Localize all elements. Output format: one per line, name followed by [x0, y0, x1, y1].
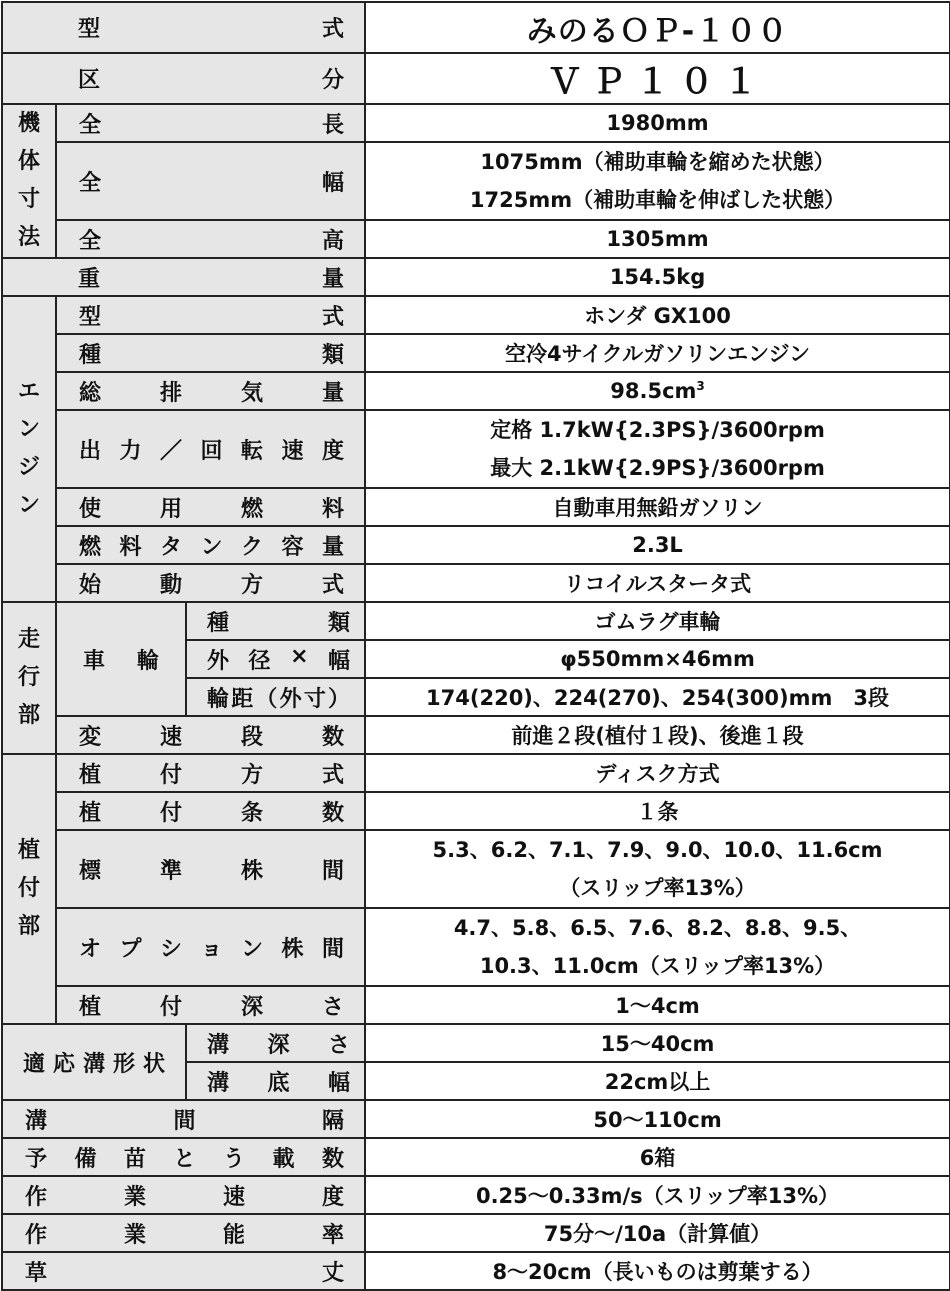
label-char: 業 [124, 1184, 147, 1210]
group-char: 体 [17, 149, 40, 174]
output-label-text [57, 434, 364, 465]
capacity-label-text [3, 1218, 364, 1249]
label-char: 種 [207, 610, 230, 636]
class-label [2, 53, 365, 104]
label-char: 重 [78, 266, 101, 292]
label-char: 外 [279, 686, 302, 712]
class-value: ＶＰ１０１ [365, 53, 950, 104]
label-char: 量 [322, 266, 345, 292]
row-capacity [2, 1214, 950, 1252]
label-char: と [173, 1146, 196, 1172]
track-label-text [187, 682, 364, 713]
fuel-label-text [57, 492, 364, 523]
engine-type-value: ホンダ GX100 [365, 296, 950, 334]
label-char: 径 [248, 648, 271, 674]
speed-label-text [3, 1180, 364, 1211]
label-char: 料 [119, 534, 142, 560]
label-char: 全 [79, 170, 102, 196]
width-value-line2: 1725mm（補助車輪を伸ばした状態） [469, 188, 846, 212]
capacity-value: 75分～/10a（計算値） [365, 1214, 950, 1252]
label-char: 量 [322, 534, 345, 560]
label-char: 式 [322, 762, 345, 788]
output-value [365, 410, 950, 488]
label-char: 変 [79, 724, 102, 750]
label-char: 式 [322, 572, 345, 598]
interval-label-text [3, 1104, 364, 1135]
wheel-size-label [186, 640, 365, 678]
plant-depth-value: 1～4cm [365, 986, 950, 1024]
label-char: 全 [79, 112, 102, 138]
model-label [2, 2, 365, 53]
label-char: 底 [267, 1070, 290, 1096]
plant-spacing-label [56, 830, 365, 908]
row-width [2, 142, 950, 220]
label-char: 回 [200, 438, 223, 464]
plant-spacing-line1: 5.3、6.2、7.1、7.9、9.0、10.0、11.6cm [432, 838, 883, 862]
displacement-value [365, 372, 950, 410]
row-option-spacing [2, 908, 950, 986]
spare-label [2, 1138, 365, 1176]
wheel-size-label-text [187, 644, 364, 675]
group-char: 部 [17, 914, 40, 939]
label-char: × [290, 643, 309, 669]
label-char: 区 [78, 68, 101, 93]
tank-label [56, 526, 365, 564]
label-char: ン [200, 534, 223, 560]
row-start [2, 564, 950, 602]
label-char: ） [328, 686, 351, 712]
engine-type-label [56, 296, 365, 334]
label-char: 力 [119, 438, 142, 464]
row-tank [2, 526, 950, 564]
label-char: 輪 [207, 686, 230, 712]
start-label [56, 564, 365, 602]
label-char: 溝 [82, 1051, 105, 1077]
planting-group-label [2, 754, 56, 1024]
row-engine-kind [2, 334, 950, 372]
label-char: プ [119, 936, 142, 962]
row-plant-rows [2, 792, 950, 830]
label-char: 株 [241, 858, 264, 884]
label-char: 間 [322, 936, 345, 962]
weight-value: 154.5kg [365, 258, 950, 296]
weight-label [2, 258, 365, 296]
label-char: 始 [79, 572, 102, 598]
furrow-group-label [2, 1024, 186, 1100]
label-char: 式 [322, 17, 345, 42]
label-char: 溝 [207, 1032, 230, 1058]
label-char: 付 [160, 800, 183, 826]
label-char: 転 [241, 438, 264, 464]
label-char: 料 [322, 496, 345, 522]
label-char: 準 [160, 858, 183, 884]
speed-value: 0.25～0.33m/s（スリップ率13%） [365, 1176, 950, 1214]
label-char: 式 [322, 304, 345, 330]
row-plant-method [2, 754, 950, 792]
option-spacing-label-text [57, 932, 364, 963]
track-value: 174(220)、224(270)、254(300)mm 3段 [365, 678, 950, 716]
width-label-text [57, 166, 364, 197]
row-grass [2, 1252, 950, 1290]
label-char: 備 [74, 1146, 97, 1172]
spare-label-text [3, 1142, 364, 1173]
grass-value: 8～20cm（長いものは剪葉する） [365, 1252, 950, 1290]
label-char: 幅 [328, 1070, 351, 1096]
wheel-kind-value: ゴムラグ車輪 [365, 602, 950, 640]
group-char: ジ [17, 455, 40, 480]
label-char: 数 [322, 724, 345, 750]
label-char: 応 [52, 1051, 75, 1077]
label-char: ク [241, 534, 264, 560]
option-spacing-line2: 10.3、11.0cm（スリップ率13%） [479, 954, 836, 978]
label-char: 植 [79, 762, 102, 788]
label-char: （ [255, 686, 278, 712]
wheel-kind-label [186, 602, 365, 640]
travel-group-label [2, 602, 56, 754]
plant-rows-label [56, 792, 365, 830]
group-char: 付 [17, 876, 40, 901]
plant-method-label [56, 754, 365, 792]
engine-kind-label-text [57, 338, 364, 369]
label-char: 型 [78, 17, 101, 42]
row-model [2, 2, 950, 53]
row-class [2, 53, 950, 104]
furrow-depth-label [186, 1024, 365, 1062]
width-label [56, 142, 365, 220]
label-char: 方 [241, 572, 264, 598]
label-char: 隔 [322, 1108, 345, 1134]
row-gears [2, 716, 950, 754]
label-char: 作 [25, 1222, 48, 1248]
interval-value: 50～110cm [365, 1100, 950, 1138]
displacement-unit-superscript: 3 [696, 379, 705, 393]
label-char: 率 [322, 1222, 345, 1248]
label-char: さ [322, 994, 345, 1020]
label-char: 分 [322, 68, 345, 93]
label-char: 予 [25, 1146, 48, 1172]
label-char: 類 [328, 610, 351, 636]
furrow-bottom-value: 22cm以上 [365, 1062, 950, 1100]
label-char: 型 [79, 304, 102, 330]
row-speed [2, 1176, 950, 1214]
option-spacing-label [56, 908, 365, 986]
track-label [186, 678, 365, 716]
label-char: 作 [25, 1184, 48, 1210]
length-label-text [57, 108, 364, 139]
label-char: 深 [267, 1032, 290, 1058]
output-value-line2: 最大 2.1kW{2.9PS}/3600rpm [490, 456, 825, 480]
label-char: 適 [23, 1051, 46, 1077]
row-spare [2, 1138, 950, 1176]
fuel-label [56, 488, 365, 526]
label-char: 植 [79, 800, 102, 826]
wheel-group-label-text [57, 644, 185, 675]
wheel-group-label [56, 602, 186, 716]
row-engine-type [2, 296, 950, 334]
label-char: ン [241, 936, 264, 962]
interval-label [2, 1100, 365, 1138]
label-char: 全 [79, 228, 102, 254]
label-char: タ [160, 534, 183, 560]
label-char: 使 [79, 496, 102, 522]
output-value-line1: 定格 1.7kW{2.3PS}/3600rpm [490, 418, 825, 442]
label-char: シ [160, 936, 183, 962]
label-char: 付 [160, 994, 183, 1020]
label-char: 速 [223, 1184, 246, 1210]
dims-group-label [2, 104, 56, 258]
label-char: 数 [322, 1146, 345, 1172]
label-char: 度 [322, 438, 345, 464]
label-char: 速 [281, 438, 304, 464]
engine-kind-value: 空冷4サイクルガソリンエンジン [365, 334, 950, 372]
label-char: 動 [160, 572, 183, 598]
label-char: 植 [79, 994, 102, 1020]
engine-group-label [2, 296, 56, 602]
label-char: 距 [231, 686, 254, 712]
label-char: 車 [83, 648, 106, 674]
row-plant-depth [2, 986, 950, 1024]
group-char: ン [17, 493, 40, 518]
label-char: 標 [79, 858, 102, 884]
row-plant-spacing [2, 830, 950, 908]
label-char: 長 [322, 112, 345, 138]
row-length [2, 104, 950, 142]
label-char: 出 [79, 438, 102, 464]
length-value: 1980mm [365, 104, 950, 142]
speed-label [2, 1176, 365, 1214]
wheel-size-value: φ550mm×46mm [365, 640, 950, 678]
label-char: 間 [322, 858, 345, 884]
width-value-line1: 1075mm（補助車輪を縮めた状態） [480, 150, 835, 174]
label-char: 燃 [79, 534, 102, 560]
class-label-text [3, 63, 364, 94]
group-char: 機 [17, 111, 40, 136]
group-char: 寸 [17, 187, 40, 212]
start-value: リコイルスタータ式 [365, 564, 950, 602]
displacement-label-text [57, 376, 364, 407]
height-value: 1305mm [365, 220, 950, 258]
label-char: 段 [241, 724, 264, 750]
displacement-label [56, 372, 365, 410]
group-char: 走 [17, 627, 40, 652]
label-char: 類 [322, 342, 345, 368]
grass-label-text [3, 1256, 364, 1287]
label-char: 幅 [328, 648, 351, 674]
model-value: みのるＯＰ-１００ [365, 2, 950, 53]
furrow-bottom-label [186, 1062, 365, 1100]
group-char: エ [17, 379, 40, 404]
furrow-bottom-label-text [187, 1066, 364, 1097]
label-char: 状 [142, 1051, 165, 1077]
label-char: 間 [173, 1108, 196, 1134]
label-char: 排 [160, 380, 183, 406]
furrow-depth-value: 15～40cm [365, 1024, 950, 1062]
row-displacement [2, 372, 950, 410]
wheel-kind-label-text [187, 606, 364, 637]
weight-label-text [3, 262, 364, 293]
fuel-value: 自動車用無鉛ガソリン [365, 488, 950, 526]
label-char: 用 [160, 496, 183, 522]
height-label [56, 220, 365, 258]
engine-kind-label [56, 334, 365, 372]
tank-label-text [57, 530, 364, 561]
label-char: 速 [160, 724, 183, 750]
gears-value: 前進２段(植付１段)、後進１段 [365, 716, 950, 754]
label-char: 条 [241, 800, 264, 826]
label-char: 外 [207, 648, 230, 674]
label-char: 容 [281, 534, 304, 560]
label-char: 載 [272, 1146, 295, 1172]
plant-method-label-text [57, 758, 364, 789]
label-char: オ [79, 936, 102, 962]
row-interval [2, 1100, 950, 1138]
height-label-text [57, 224, 364, 255]
furrow-depth-label-text [187, 1028, 364, 1059]
label-char: 苗 [124, 1146, 147, 1172]
row-height [2, 220, 950, 258]
width-value [365, 142, 950, 220]
spec-table [1, 1, 950, 1291]
label-char: 幅 [322, 170, 345, 196]
plant-method-value: ディスク方式 [365, 754, 950, 792]
displacement-number: 98.5cm [610, 379, 697, 403]
label-char: 輪 [136, 648, 159, 674]
label-char: 気 [241, 380, 264, 406]
row-furrow-depth [2, 1024, 950, 1062]
plant-spacing-line2: （スリップ率13%） [559, 876, 756, 900]
option-spacing-line1: 4.7、5.8、6.5、7.6、8.2、8.8、9.5、 [453, 916, 862, 940]
plant-rows-value: １条 [365, 792, 950, 830]
row-fuel [2, 488, 950, 526]
plant-spacing-value [365, 830, 950, 908]
label-char: 量 [322, 380, 345, 406]
group-char: 部 [17, 703, 40, 728]
option-spacing-value [365, 908, 950, 986]
label-char: 深 [241, 994, 264, 1020]
label-char: ／ [160, 438, 183, 464]
plant-spacing-label-text [57, 854, 364, 885]
label-char: 高 [322, 228, 345, 254]
furrow-group-label-text [3, 1047, 185, 1078]
label-char: 度 [322, 1184, 345, 1210]
group-char: 植 [17, 838, 40, 863]
grass-label [2, 1252, 365, 1290]
row-weight [2, 258, 950, 296]
row-wheel-kind [2, 602, 950, 640]
label-char: 溝 [207, 1070, 230, 1096]
label-char: 丈 [322, 1260, 345, 1286]
label-char: 株 [281, 936, 304, 962]
engine-type-label-text [57, 300, 364, 331]
label-char: 付 [160, 762, 183, 788]
label-char: さ [328, 1032, 351, 1058]
start-label-text [57, 568, 364, 599]
label-char: 燃 [241, 496, 264, 522]
row-output [2, 410, 950, 488]
gears-label-text [57, 720, 364, 751]
output-label [56, 410, 365, 488]
label-char: 総 [79, 380, 102, 406]
plant-depth-label-text [57, 990, 364, 1021]
label-char: 方 [241, 762, 264, 788]
plant-rows-label-text [57, 796, 364, 827]
capacity-label [2, 1214, 365, 1252]
gears-label [56, 716, 365, 754]
tank-value: 2.3L [365, 526, 950, 564]
length-label [56, 104, 365, 142]
label-char: 数 [322, 800, 345, 826]
group-char: 法 [17, 225, 40, 250]
label-char: 草 [25, 1260, 48, 1286]
group-char: ン [17, 417, 40, 442]
label-char: 寸 [303, 686, 326, 712]
plant-depth-label [56, 986, 365, 1024]
label-char: 溝 [25, 1108, 48, 1134]
label-char: 種 [79, 342, 102, 368]
label-char: ョ [200, 936, 223, 962]
model-label-text [3, 12, 364, 43]
spare-value: 6箱 [365, 1138, 950, 1176]
label-char: 形 [112, 1051, 135, 1077]
label-char: 能 [223, 1222, 246, 1248]
label-char: う [223, 1146, 246, 1172]
label-char: 業 [124, 1222, 147, 1248]
group-char: 行 [17, 665, 40, 690]
